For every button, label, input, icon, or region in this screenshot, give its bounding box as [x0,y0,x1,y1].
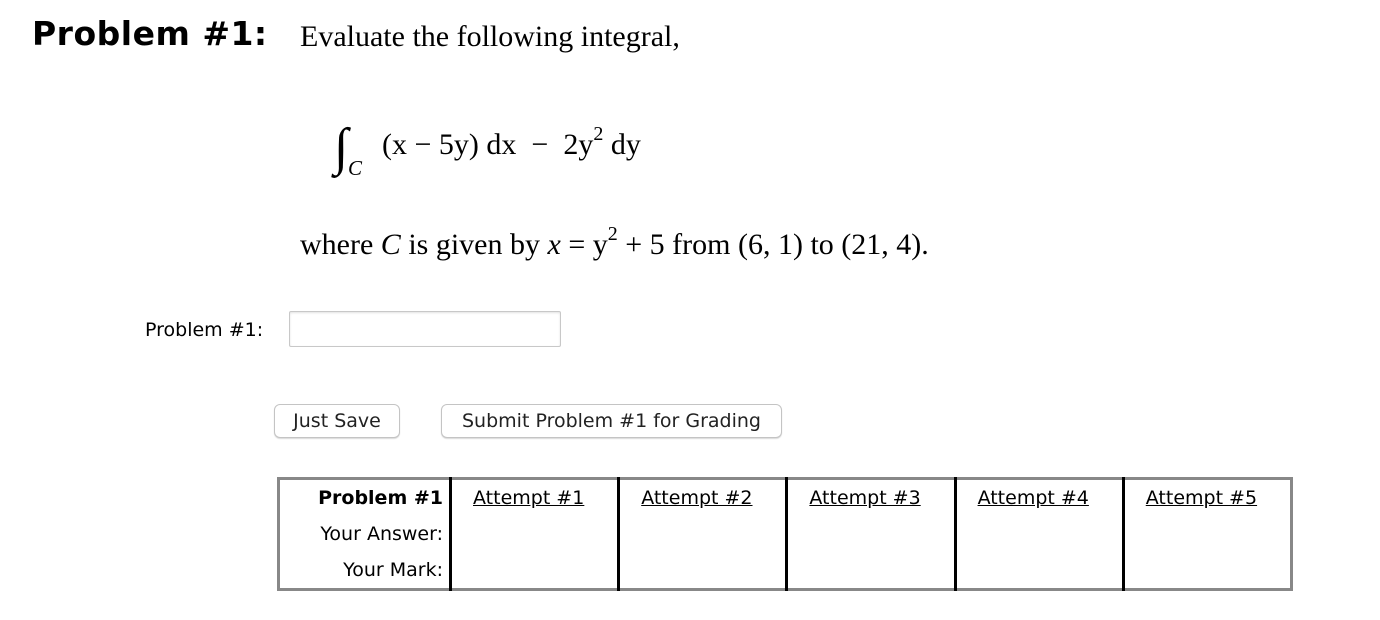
your-answer-row [279,516,1292,552]
attempt-1-link[interactable]: Attempt #1 [473,487,585,509]
attempts-problem-label: Problem #1 [279,479,451,517]
attempt-5-header [1123,479,1291,517]
attempt-3-answer [787,516,955,552]
problem-heading: Problem #1: [32,14,268,53]
attempt-4-answer [955,516,1123,552]
attempt-2-header [619,479,787,517]
integrand-part2: $2y^2$ dy [563,123,641,161]
attempt-5-link[interactable]: Attempt #5 [1145,487,1258,509]
attempt-1-mark [451,552,619,590]
curve-description: where C is given by $x = y^2 + 5$ from (6, 1) to (21, 4). [300,223,929,261]
attempt-1-answer [451,516,619,552]
attempt-2-link[interactable]: Attempt #2 [641,487,753,509]
answer-label: Problem #1: [145,319,264,341]
integrand-part1: (x − 5y) dx [382,128,517,161]
your-answer-label: Your Answer: [279,516,451,552]
attempt-5-answer [1123,516,1291,552]
attempt-4-mark [955,552,1123,590]
attempt-2-answer [619,516,787,552]
attempt-3-header [787,479,955,517]
attempt-3-link[interactable]: Attempt #3 [809,487,921,509]
attempt-4-header [955,479,1123,517]
attempt-3-mark [787,552,955,590]
answer-input[interactable] [289,311,561,347]
integrand-minus: − [531,128,549,161]
integral-subscript: C [348,156,363,180]
attempt-2-mark [619,552,787,590]
attempt-1-header [451,479,619,517]
integral-sign: ∫ [334,119,349,176]
your-mark-row [279,552,1292,590]
attempt-4-link[interactable]: Attempt #4 [977,487,1089,509]
integrand [382,123,641,162]
attempts-header-row [279,479,1292,517]
attempt-5-mark [1123,552,1291,590]
submit-for-grading-button[interactable]: Submit Problem #1 for Grading [441,404,782,438]
problem-intro: Evaluate the following integral, [300,20,680,53]
just-save-button[interactable]: Just Save [274,404,400,438]
attempts-table [277,477,1293,591]
your-mark-label: Your Mark: [279,552,451,590]
